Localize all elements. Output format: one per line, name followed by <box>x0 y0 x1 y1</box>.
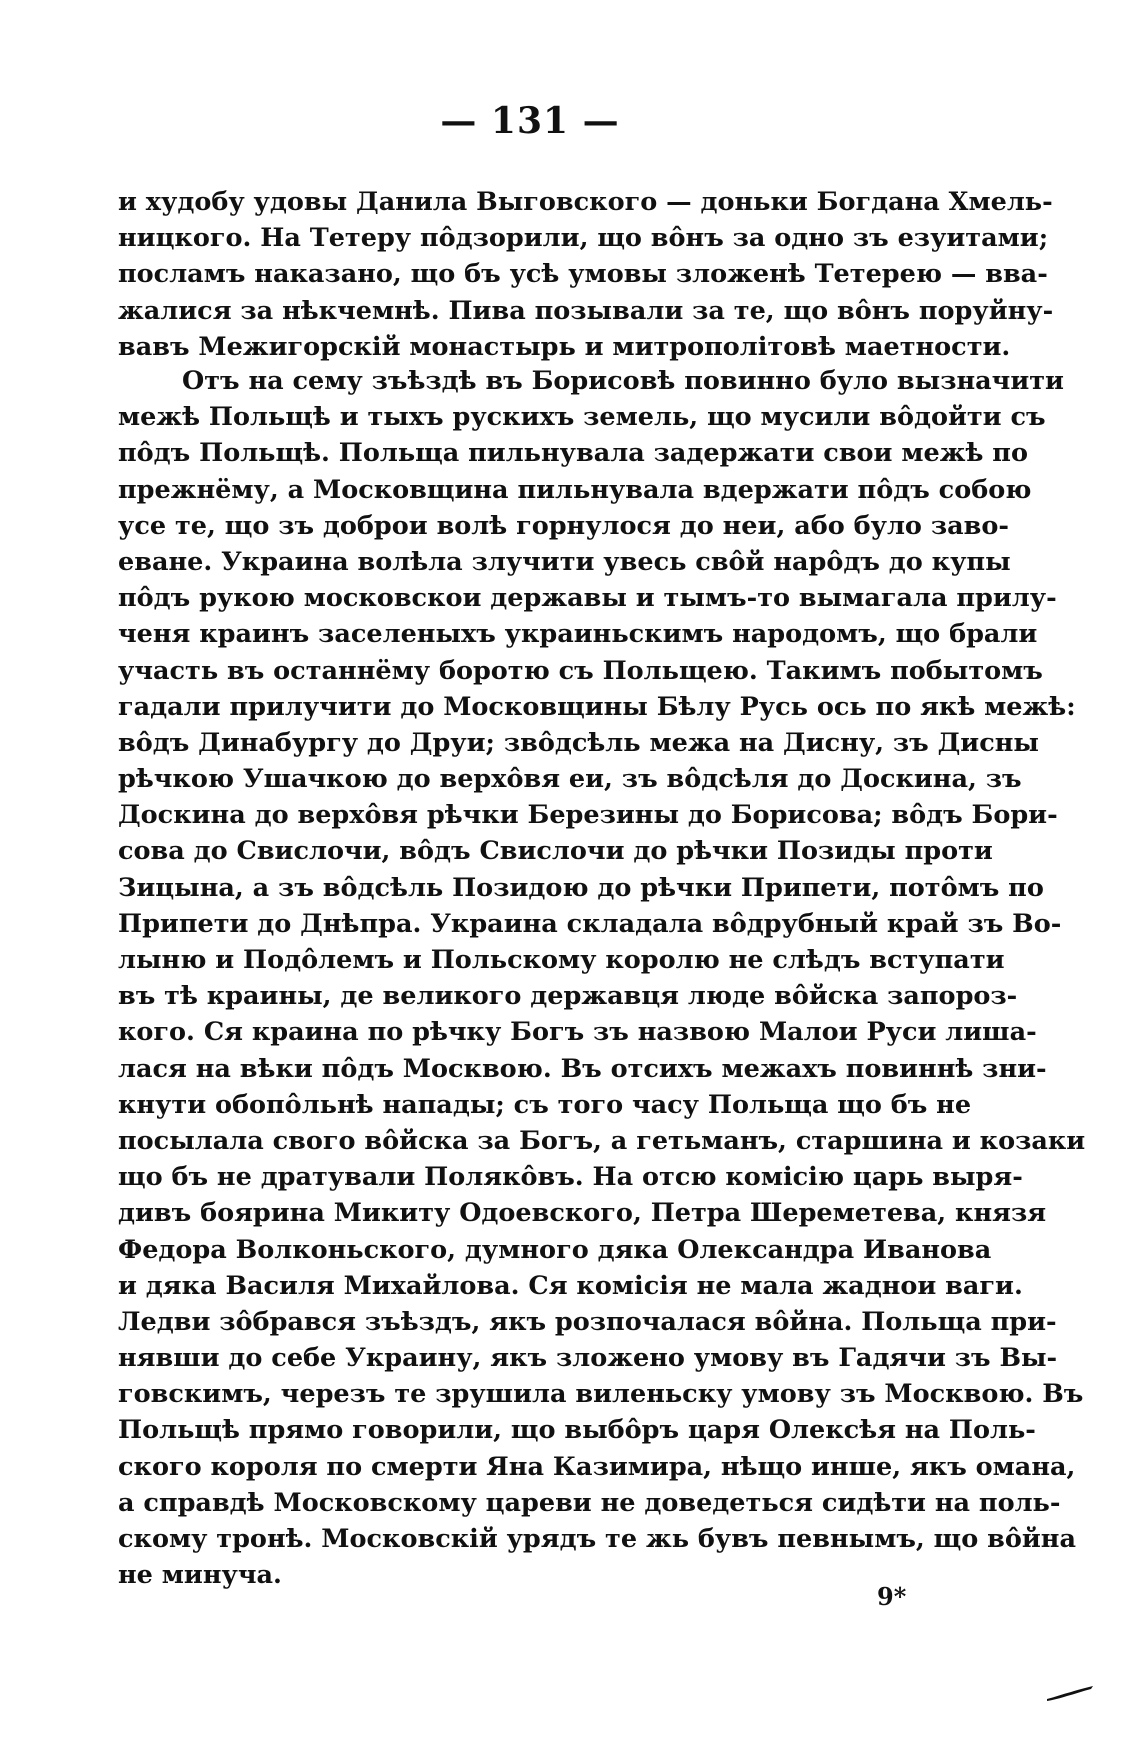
text-line: ченя краинъ заселеныхъ украиньскимъ народомъ, що брали <box>118 619 1038 650</box>
text-line: ницкого. На Тетеру пôдзорили, що вôнъ за одно зъ езуитами; <box>118 223 1049 254</box>
text-line: сова до Свислочи, вôдъ Свислочи до рѣчки Позиды проти <box>118 836 993 867</box>
text-line: а справдѣ Московскому цареви не доведеться сидѣти на поль- <box>118 1487 1061 1518</box>
text-line: кнути обопôльнѣ напады; съ того часу Польща що бъ не <box>118 1089 972 1120</box>
text-line: нявши до себе Украину, якъ зложено умову въ Гадячи зъ Вы- <box>118 1343 1058 1374</box>
text-line: дивъ боярина Микиту Одоевского, Петра Шереметева, князя <box>118 1198 1047 1229</box>
text-line: ского короля по смерти Яна Казимира, нѣщо инше, якъ омана, <box>118 1451 1076 1482</box>
text-line: жалися за нѣкчемнѣ. Пива позывали за те, що вôнъ поруйну- <box>118 295 1054 326</box>
signature-mark: 9* <box>877 1582 907 1611</box>
text-line: еване. Украина волѣла злучити увесь свôй нарôдъ до купы <box>118 546 1011 577</box>
text-line: лыню и Подôлемъ и Польскому королю не слѣдъ вступати <box>118 945 1005 975</box>
text-line: Федора Волконьского, думного дяка Олександра Иванова <box>118 1234 992 1265</box>
text-line: и дяка Василя Михайлова. Ся комісія не мала жаднои ваги. <box>118 1270 1023 1301</box>
text-line: Отъ на сему зъѣздѣ въ Борисовѣ повинно було вызначити <box>182 366 1064 396</box>
text-line: кого. Ся краина по рѣчку Богъ зъ назвою Малои Руси лиша- <box>118 1017 1037 1048</box>
text-line: посламъ наказано, що бъ усѣ умовы зложенѣ Тетерею — вва- <box>118 259 1048 290</box>
text-line: Припети до Днѣпра. Украина складала вôдрубный край зъ Во- <box>118 908 1062 939</box>
text-line: Польщѣ прямо говорили, що выбôръ царя Олексѣя на Поль- <box>118 1415 1036 1446</box>
text-line: говскимъ, черезъ те зрушила виленьску умову зъ Москвою. Въ <box>118 1379 1084 1410</box>
text-line: Доскина до верхôвя рѣчки Березины до Борисова; вôдъ Бори- <box>118 800 1058 831</box>
text-line: и худобу удовы Данила Выговского — доньки Богдана Хмель- <box>118 187 1053 217</box>
text-line: гадали прилучити до Московщины Бѣлу Русь ось по якѣ межѣ: <box>118 691 1076 722</box>
text-line: пôдъ рукою московскои державы и тымъ-то вымагала прилу- <box>118 583 1057 614</box>
text-line: рѣчкою Ушачкою до верхôвя еи, зъ вôдсѣля до Доскина, зъ <box>118 764 1022 795</box>
text-line: не минуча. <box>118 1560 282 1591</box>
text-line: Зицына, а зъ вôдсѣль Позидою до рѣчки Припети, потôмъ по <box>118 872 1044 903</box>
text-line: посылала свого вôйска за Богъ, а гетьманъ, старшина и козаки <box>118 1125 1086 1156</box>
text-line: скому тронѣ. Московскій урядъ те жь бувъ певнымъ, що вôйна <box>118 1524 1076 1554</box>
ink-blot-ornament <box>1045 1683 1095 1703</box>
paragraph-1 <box>118 184 1054 365</box>
text-line: усе те, що зъ доброи волѣ горнулося до неи, або було заво- <box>118 510 1009 541</box>
text-line: прежнёму, а Московщина пильнувала вдержати пôдъ собою <box>118 474 1032 505</box>
text-line: вôдъ Динабургу до Друи; звôдсѣль межа на Дисну, зъ Дисны <box>118 727 1039 758</box>
paragraph-2 <box>118 363 1086 1593</box>
text-line: участь въ останнёму боротю съ Польщею. Такимъ побытомъ <box>118 655 1043 686</box>
text-line: пôдъ Польщѣ. Польща пильнувала задержати свои межѣ по <box>118 438 1028 469</box>
text-line: Ледви зôбрався зъѣздъ, якъ розпочалася вôйна. Польща при- <box>118 1306 1057 1337</box>
page-number: — 131 — <box>440 100 620 142</box>
text-line: вавъ Межигорскій монастырь и митрополітовѣ маетности. <box>118 331 1011 362</box>
text-line: межѣ Польщѣ и тыхъ рускихъ земель, що мусили вôдойти съ <box>118 402 1046 433</box>
text-line: що бъ не дратували Полякôвъ. На отсю комісію царь выря- <box>118 1162 1023 1193</box>
text-line: въ тѣ краины, де великого державця люде вôйска запороз- <box>118 981 1018 1012</box>
text-line: лася на вѣки пôдъ Москвою. Въ отсихъ межахъ повиннѣ зни- <box>118 1053 1047 1084</box>
